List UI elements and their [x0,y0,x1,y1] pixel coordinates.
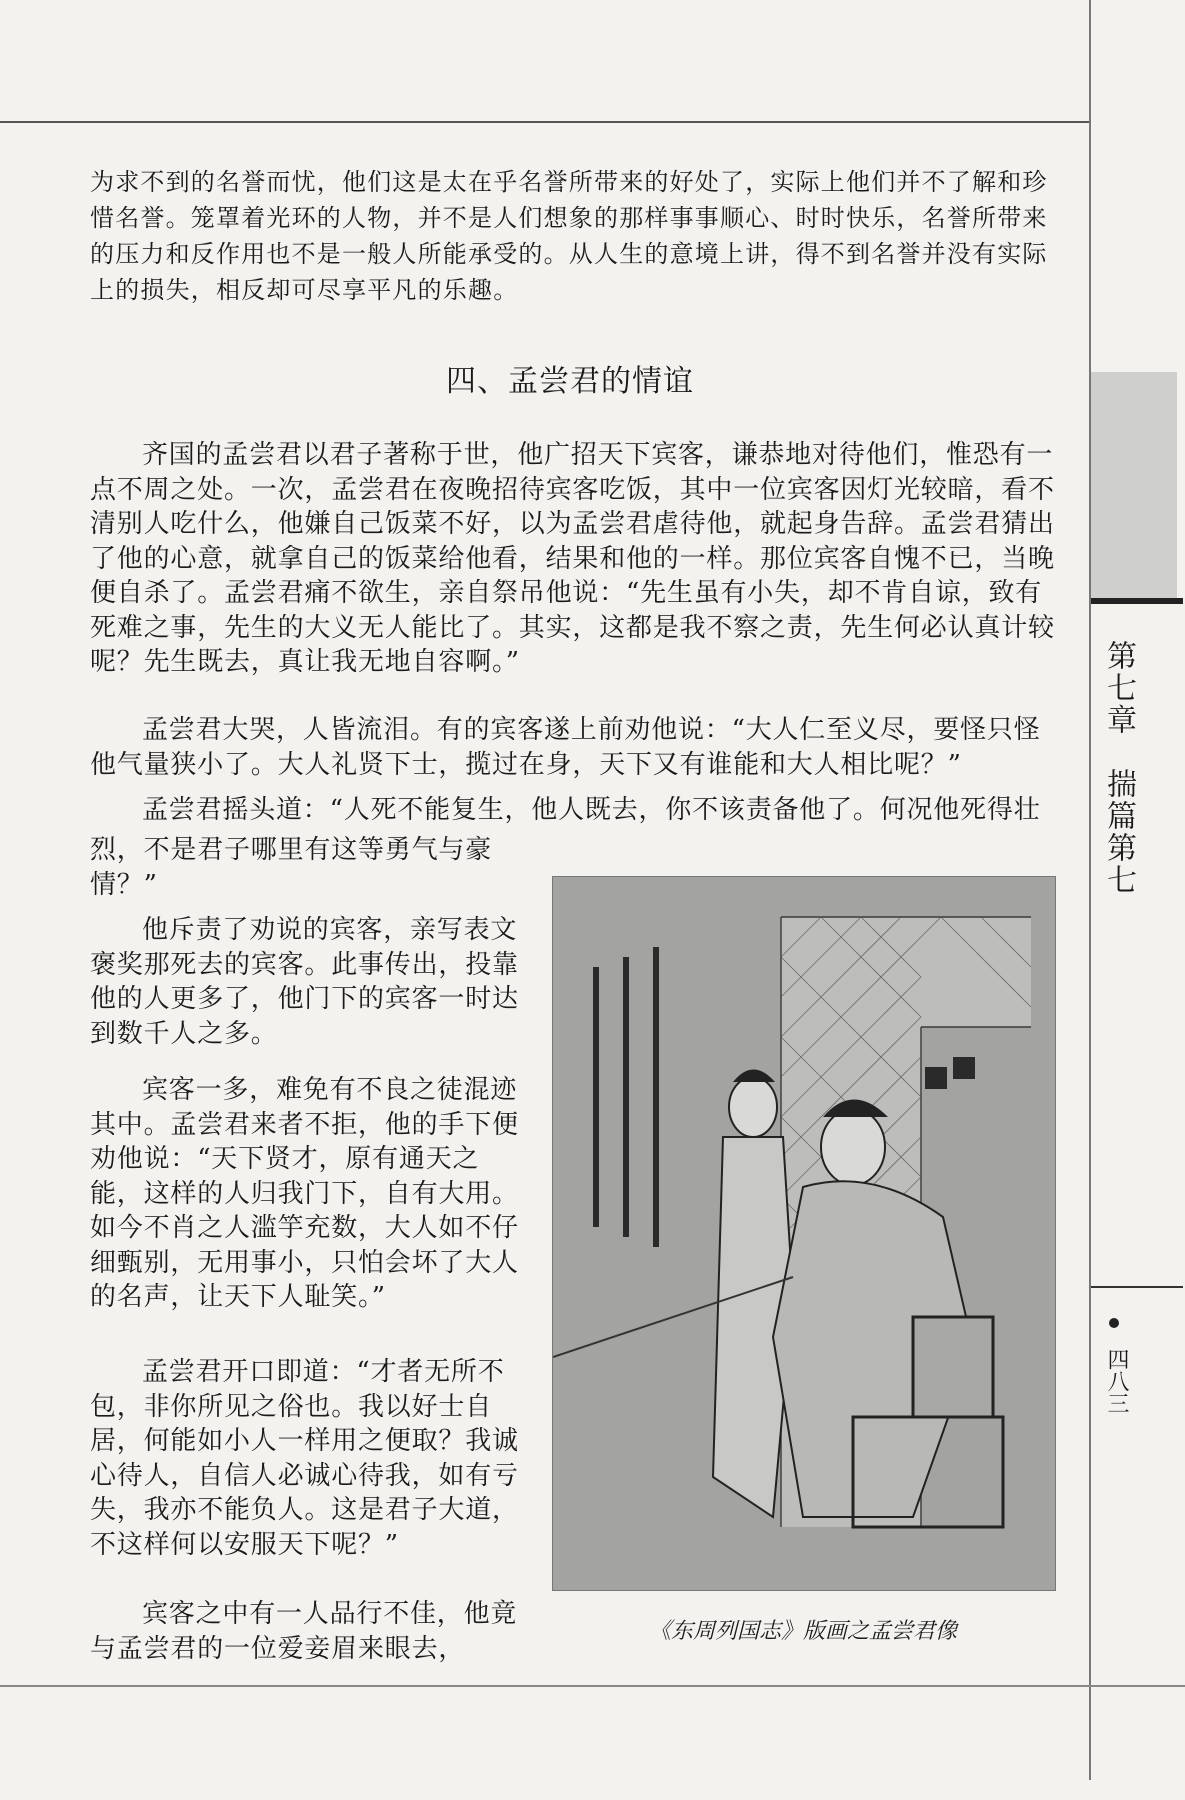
margin-rule [1089,0,1091,1780]
paragraph-3: 孟尝君大哭，人皆流泪。有的宾客遂上前劝他说：“大人仁至义尽，要怪只怪他气量狭小了。大人礼贤下士，揽过在身，天下又有谁能和大人相比呢？” [90,715,1041,780]
bottom-rule [0,1685,1185,1687]
section-heading: 四、孟尝君的情谊 [446,364,694,399]
paragraph-8: 宾客之中有一人品行不佳，他竟与孟尝君的一位爱妾眉来眼去， [90,1599,518,1664]
woodcut-illustration [552,876,1056,1591]
bullet-icon [1109,1318,1119,1328]
paragraph-7: 孟尝君开口即道：“才者无所不包，非你所见之俗也。我以好士自居，何能如小人一样用之便取？我诚心待人，自信人必诚心待我，如有亏失，我亦不能负人。这是君子大道，不这样何以安服天下呢？” [90,1357,519,1560]
woodcut-drawing [553,877,1055,1590]
top-rule [0,121,1090,123]
paragraph-4-first-line: 孟尝君摇头道：“人死不能复生，他人既去，你不该责备他了。何况他死得壮 [142,795,1041,825]
paragraph-4-continuation: 烈，不是君子哪里有这等勇气与豪情？” [90,835,493,900]
figure-caption: 《东周列国志》版画之孟尝君像 [648,1619,957,1644]
tab-divider-lower [1091,1286,1183,1288]
chapter-thumb-tab [1091,372,1177,600]
tab-divider [1091,598,1183,604]
chapter-title: 第七章 揣篇第七 [1101,640,1136,896]
paragraph-2: 齐国的孟尝君以君子著称于世，他广招天下宾客，谦恭地对待他们，惟恐有一点不周之处。一次，孟尝君在夜晚招待宾客吃饭，其中一位宾客因灯光较暗，看不清别人吃什么，他嫌自己饭菜不好，以为孟尝君虐待他，就起身告辞。孟尝君猜出了他的心意，就拿自己的饭菜给他看，结果和他的一样。那位宾客自愧不已，当晚便自杀了。孟尝君痛不欲生，亲自祭吊他说：“先生虽有小失，却不肯自谅，致有死难之事，先生的大义无人能比了。其实，这都是我不察之责，先生何必认真计较呢？先生既去，真让我无地自容啊。” [90,440,1055,677]
paragraph-6: 宾客一多，难免有不良之徒混迹其中。孟尝君来者不拒，他的手下便劝他说：“天下贤才，原有通天之能，这样的人归我门下，自有大用。如今不肖之人滥竽充数，大人如不仔细甄别，无用事小，只怕会坏了大人的名声，让天下人耻笑。” [90,1075,519,1312]
paragraph-1: 为求不到的名誉而忧，他们这是太在乎名誉所带来的好处了，实际上他们并不了解和珍惜名誉。笼罩着光环的人物，并不是人们想象的那样事事顺心、时时快乐，名誉所带来的压力和反作用也不是一般人所能承受的。从人生的意境上讲，得不到名誉并没有实际上的损失，相反却可尽享平凡的乐趣。 [90,168,1048,304]
paragraph-5: 他斥责了劝说的宾客，亲写表文褒奖那死去的宾客。此事传出，投靠他的人更多了，他门下的宾客一时达到数千人之多。 [90,915,519,1049]
page-number: 四八三 [1104,1348,1129,1414]
